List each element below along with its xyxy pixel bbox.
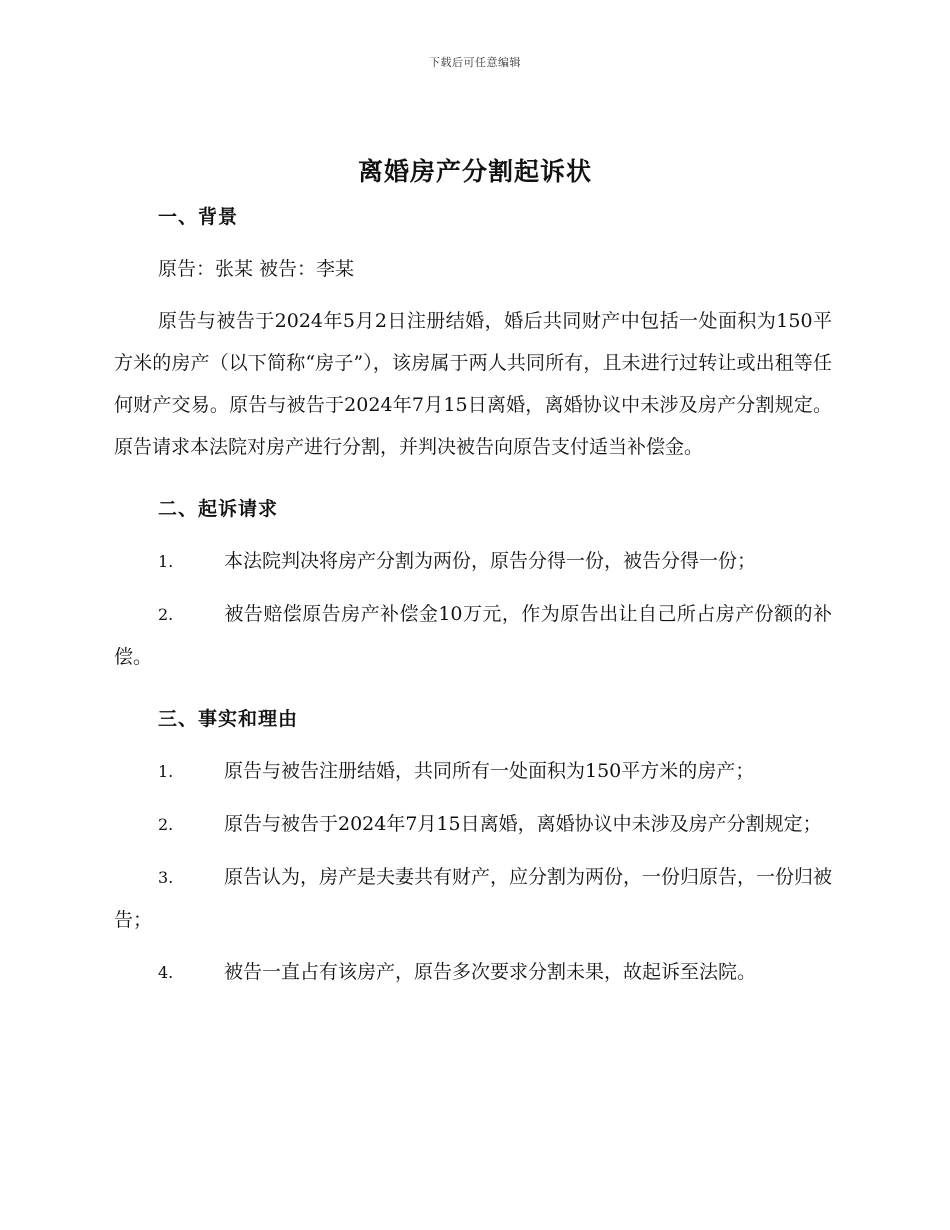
list-text: 被告一直占有该房产，原告多次要求分割未果，故起诉至法院。 [224,961,757,983]
fact-item [114,750,832,793]
document-title: 离婚房产分割起诉状 [357,157,592,186]
fact-item [114,951,832,994]
claim-item [114,593,832,678]
section-heading-claims: 二、起诉请求 [158,498,279,520]
list-text: 原告与被告注册结婚，共同所有一处面积为150平方米的房产； [224,760,755,782]
list-text: 本法院判决将房产分割为两份，原告分得一份，被告分得一份； [224,550,757,572]
list-text: 原告与被告于2024年7月15日离婚，离婚协议中未涉及房产分割规定； [224,813,822,835]
list-number: 1. [158,762,174,781]
list-number: 1. [158,552,174,571]
background-paragraph: 原告与被告于2024年5月2日注册结婚，婚后共同财产中包括一处面积为150平方米的房产（以下简称“房子”），该房属于两人共同所有，且未进行过转让或出租等任何财产交易。原告与被告于2024年7月15日离婚，离婚协议中未涉及房产分割规定。原告请求本法院对房产进行分割，并判决被告向原告支付适当补偿金。 [114,310,832,458]
parties-line: 原告：张某 被告：李某 [158,258,355,280]
list-number: 2. [158,815,174,834]
claim-item [114,540,832,583]
list-number: 4. [158,963,174,982]
list-text: 原告认为，房产是夫妻共有财产，应分割为两份，一份归原告，一份归被告； [114,866,833,931]
section-heading-facts: 三、事实和理由 [158,708,299,730]
fact-item [114,803,832,846]
document-body [114,196,832,1004]
list-text: 被告赔偿原告房产补偿金10万元，作为原告出让自己所占房产份额的补偿。 [114,603,832,668]
list-number: 3. [158,868,174,887]
list-number: 2. [158,605,174,624]
section-heading-background: 一、背景 [158,206,239,228]
page-header: 下载后可任意编辑 [429,56,521,69]
fact-item [114,856,832,941]
